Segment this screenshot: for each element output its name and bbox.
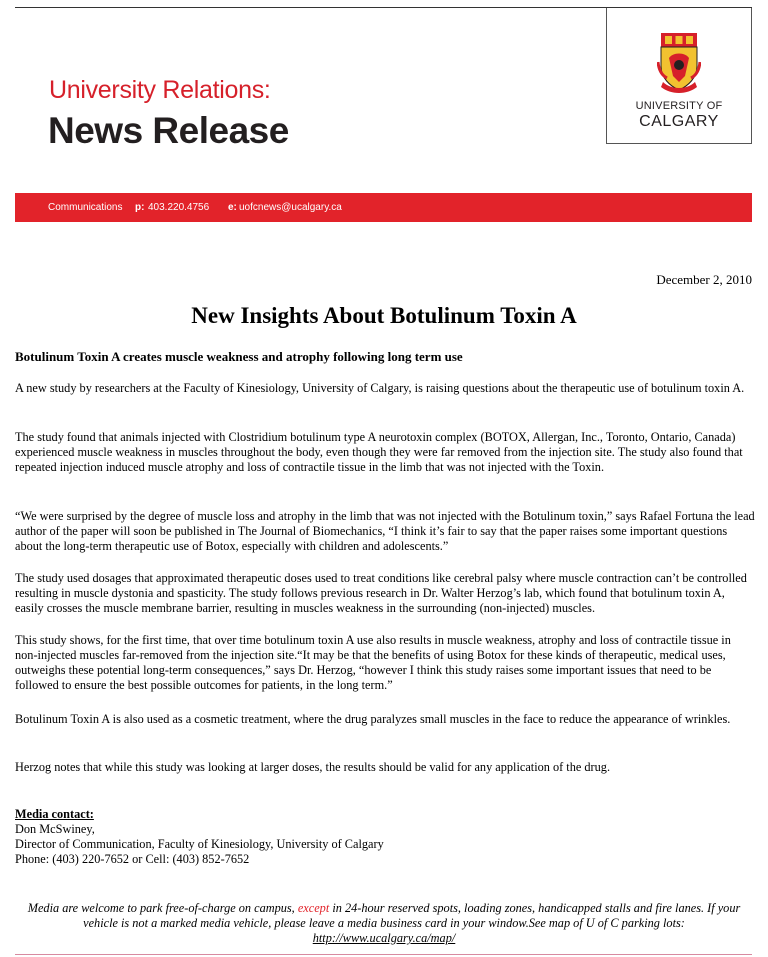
contact-bar (15, 193, 752, 222)
parking-notice-highlight: except (297, 901, 330, 915)
release-date: December 2, 2010 (656, 272, 752, 287)
article-subtitle: Botulinum Toxin A creates muscle weakness and atrophy following long term use (15, 349, 463, 364)
university-logo[interactable] (606, 8, 752, 144)
department-heading: University Relations: (49, 76, 271, 104)
paragraph-5: This study shows, for the first time, that over time botulinum toxin A use also results in muscle weakness, atrophy and loss of contractile tissue in non-injected muscles far-removed from the injection site.“It may be that the benefits of using Botox for these kinds of therapeutic, medical uses, outweighs these potential long-term consequences,” says Dr. Herzog, “however I think this study raises some important issues that need to be followed to ensure the best possible outcomes for patients, in the long term.” (15, 633, 731, 692)
paragraph-3: “We were surprised by the degree of muscle loss and atrophy in the limb that was not injected with the Botulinum toxin,” says Rafael Fortuna the lead author of the paper will soon be published in The Journal of Biomechanics, “I think it’s fair to say that the paper raises some important questions about the long-term therapeutic use of Botox, especially with children and adolescents.” (15, 509, 755, 553)
parking-notice-text-1: Media are welcome to park free-of-charge on campus, (27, 901, 298, 915)
article-title: New Insights About Botulinum Toxin A (191, 303, 577, 328)
paragraph-6: Botulinum Toxin A is also used as a cosmetic treatment, where the drug paralyzes small muscles in the face to reduce the appearance of wrinkles. (15, 712, 731, 726)
paragraph-1: A new study by researchers at the Faculty of Kinesiology, University of Calgary, is raising questions about the therapeutic use of botulinum toxin A. (15, 381, 745, 395)
logo-line-1: UNIVERSITY OF (635, 100, 723, 112)
contact-name: Don McSwiney, (15, 822, 95, 836)
paragraph-4: The study used dosages that approximated therapeutic doses used to treat conditions like cerebral palsy where muscle contraction can’t be controlled resulting in muscle dystonia and spasticity. The study follows previous research in Dr. Walter Herzog’s lab, which found that botulinum toxin A, easily crosses the muscle membrane barrier, resulting in muscles weakness in the surrounding (non-injected) muscles. (15, 571, 747, 615)
contact-bar-label: Communications (48, 202, 123, 213)
university-crest-icon (657, 32, 701, 96)
paragraph-7: Herzog notes that while this study was looking at larger doses, the results should be valid for any application of the drug. (15, 760, 611, 774)
phone-number[interactable]: 403.220.4756 (148, 202, 210, 213)
release-title: News Release (48, 110, 289, 151)
paragraph-2: The study found that animals injected with Clostridium botulinum type A neurotoxin complex (BOTOX, Allergan, Inc., Toronto, Ontario, Canada) experienced muscle weakness in muscles throughout the body, even though they were far removed from the injection site. The study also found that repeated injection induced muscle atrophy and loss of contractile tissue in the limb that was not injected with the Toxin. (15, 430, 743, 474)
media-contact (15, 807, 384, 867)
contact-phones: Phone: (403) 220-7652 or Cell: (403) 852-7652 (15, 852, 250, 866)
bottom-rule (15, 954, 752, 955)
contact-role: Director of Communication, Faculty of Kinesiology, University of Calgary (15, 837, 384, 851)
logo-line-2: CALGARY (639, 113, 719, 130)
parking-notice (10, 901, 758, 946)
parking-notice-text-2: in 24-hour reserved spots, loading zones, handicapped stalls and fire lanes. If your vehicle is not a marked media vehicle, please leave a media business card in your window.See map of U of C parking lots: (83, 901, 741, 930)
media-contact-heading: Media contact: (15, 807, 94, 821)
email-prefix: e: (228, 202, 237, 213)
email-link[interactable]: uofcnews@ucalgary.ca (239, 202, 342, 213)
parking-map-link[interactable]: http://www.ucalgary.ca/map/ (312, 931, 456, 945)
phone-prefix: p: (135, 202, 145, 213)
